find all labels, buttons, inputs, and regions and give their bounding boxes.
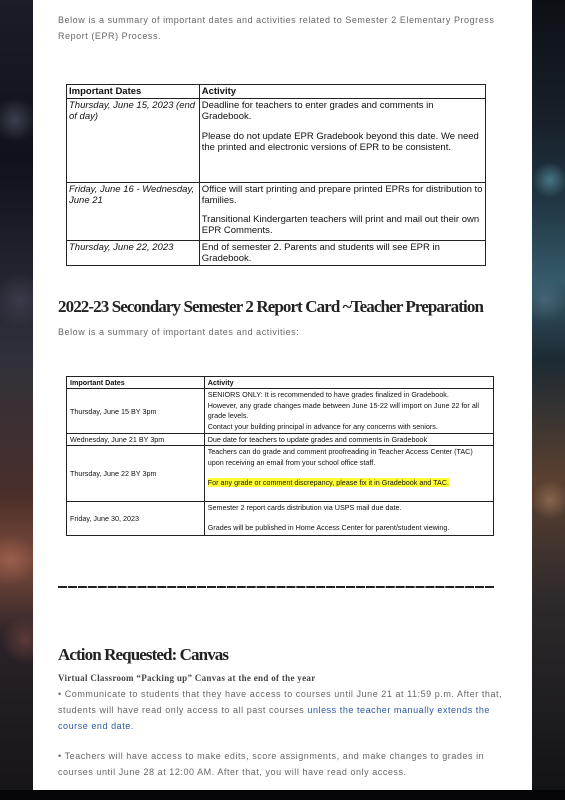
table-row xyxy=(67,99,486,183)
date-cell: Thursday, June 22 BY 3pm xyxy=(67,446,205,502)
activity-cell xyxy=(199,183,485,241)
table-row xyxy=(67,502,494,536)
activity-text: Please do not update EPR Gradebook beyond this date. We need the printed and electronic versions of EPR to be consistent. xyxy=(201,131,479,153)
activity-text: End of semester 2. Parents and students will see EPR in Gradebook. xyxy=(201,242,440,264)
date-cell: Friday, June 16 - Wednesday, June 21 xyxy=(67,183,200,241)
activity-cell xyxy=(204,446,493,502)
activity-cell xyxy=(204,502,493,536)
canvas-bullet-2: • Teachers will have access to make edits, score assignments, and make changes to grades in courses until June 28 at 12:00 AM. After that, you will have read only access. xyxy=(58,751,485,777)
table-row xyxy=(67,389,494,434)
report-card-intro: Below is a summary of important dates and activities: xyxy=(58,327,300,337)
table-row xyxy=(67,446,494,502)
epr-dates-table xyxy=(66,84,486,266)
date-cell: Thursday, June 22, 2023 xyxy=(67,241,200,266)
activity-text: Transitional Kindergarten teachers will print and mail out their own EPR Comments. xyxy=(201,214,480,236)
canvas-heading: Action Requested: Canvas xyxy=(58,645,229,664)
activity-line: Teachers can do grade and comment proofreading in Teacher Access Center (TAC) upon receiving an email from your school office staff. xyxy=(207,447,473,467)
canvas-bullet-1 xyxy=(58,686,510,734)
table-header: Activity xyxy=(199,85,485,99)
table-header: Activity xyxy=(204,377,493,389)
table-header: Important Dates xyxy=(67,377,205,389)
activity-cell: Due date for teachers to update grades and comments in Gradebook xyxy=(204,434,493,446)
table-row xyxy=(67,241,486,266)
canvas-subheading: Virtual Classroom “Packing up” Canvas at the end of the year xyxy=(58,673,316,683)
extend-course-link[interactable]: unless the teacher manually extends the course end date. xyxy=(58,705,490,731)
date-cell: Thursday, June 15 BY 3pm xyxy=(67,389,205,434)
activity-cell xyxy=(204,389,493,434)
bottom-strip xyxy=(0,790,565,800)
date-cell: Friday, June 30, 2023 xyxy=(67,502,205,536)
activity-text: Office will start printing and prepare printed EPRs for distribution to families. xyxy=(201,184,483,206)
report-card-heading: 2022-23 Secondary Semester 2 Report Card ~Teacher Preparation xyxy=(58,297,483,316)
table-row xyxy=(67,183,486,241)
bullet-text: • Communicate to students that they have access to courses until June 21 at 11:59 p.m. After that, students will have read only access to all past courses xyxy=(58,689,503,715)
activity-line: SENIORS ONLY: It is recommended to have grades finalized in Gradebook. xyxy=(207,390,449,399)
activity-line: However, any grade changes made between June 15-22 will import on June 22 for all grade levels. xyxy=(207,400,480,420)
table-row xyxy=(67,434,494,446)
activity-line: Contact your building principal in advance for any concerns with seniors. xyxy=(207,421,438,431)
background-right-blur xyxy=(530,0,565,800)
report-card-table xyxy=(66,376,494,536)
activity-text: Deadline for teachers to enter grades and comments in Gradebook. xyxy=(201,100,434,122)
activity-line: Grades will be published in Home Access Center for parent/student viewing. xyxy=(207,522,450,532)
activity-cell xyxy=(199,99,485,183)
table-header: Important Dates xyxy=(67,85,200,99)
activity-cell xyxy=(199,241,485,266)
activity-line: Semester 2 report cards distribution via USPS mail due date. xyxy=(207,503,402,512)
epr-intro: Below is a summary of important dates and activities related to Semester 2 Elementary Progress Report (EPR) Process. xyxy=(58,15,495,41)
email-body xyxy=(33,0,532,790)
date-cell: Thursday, June 15, 2023 (end of day) xyxy=(67,99,200,183)
highlighted-note: For any grade or comment discrepancy, please fix it in Gradebook and TAC. xyxy=(207,478,450,487)
section-divider xyxy=(58,586,491,588)
date-cell: Wednesday, June 21 BY 3pm xyxy=(67,434,205,446)
